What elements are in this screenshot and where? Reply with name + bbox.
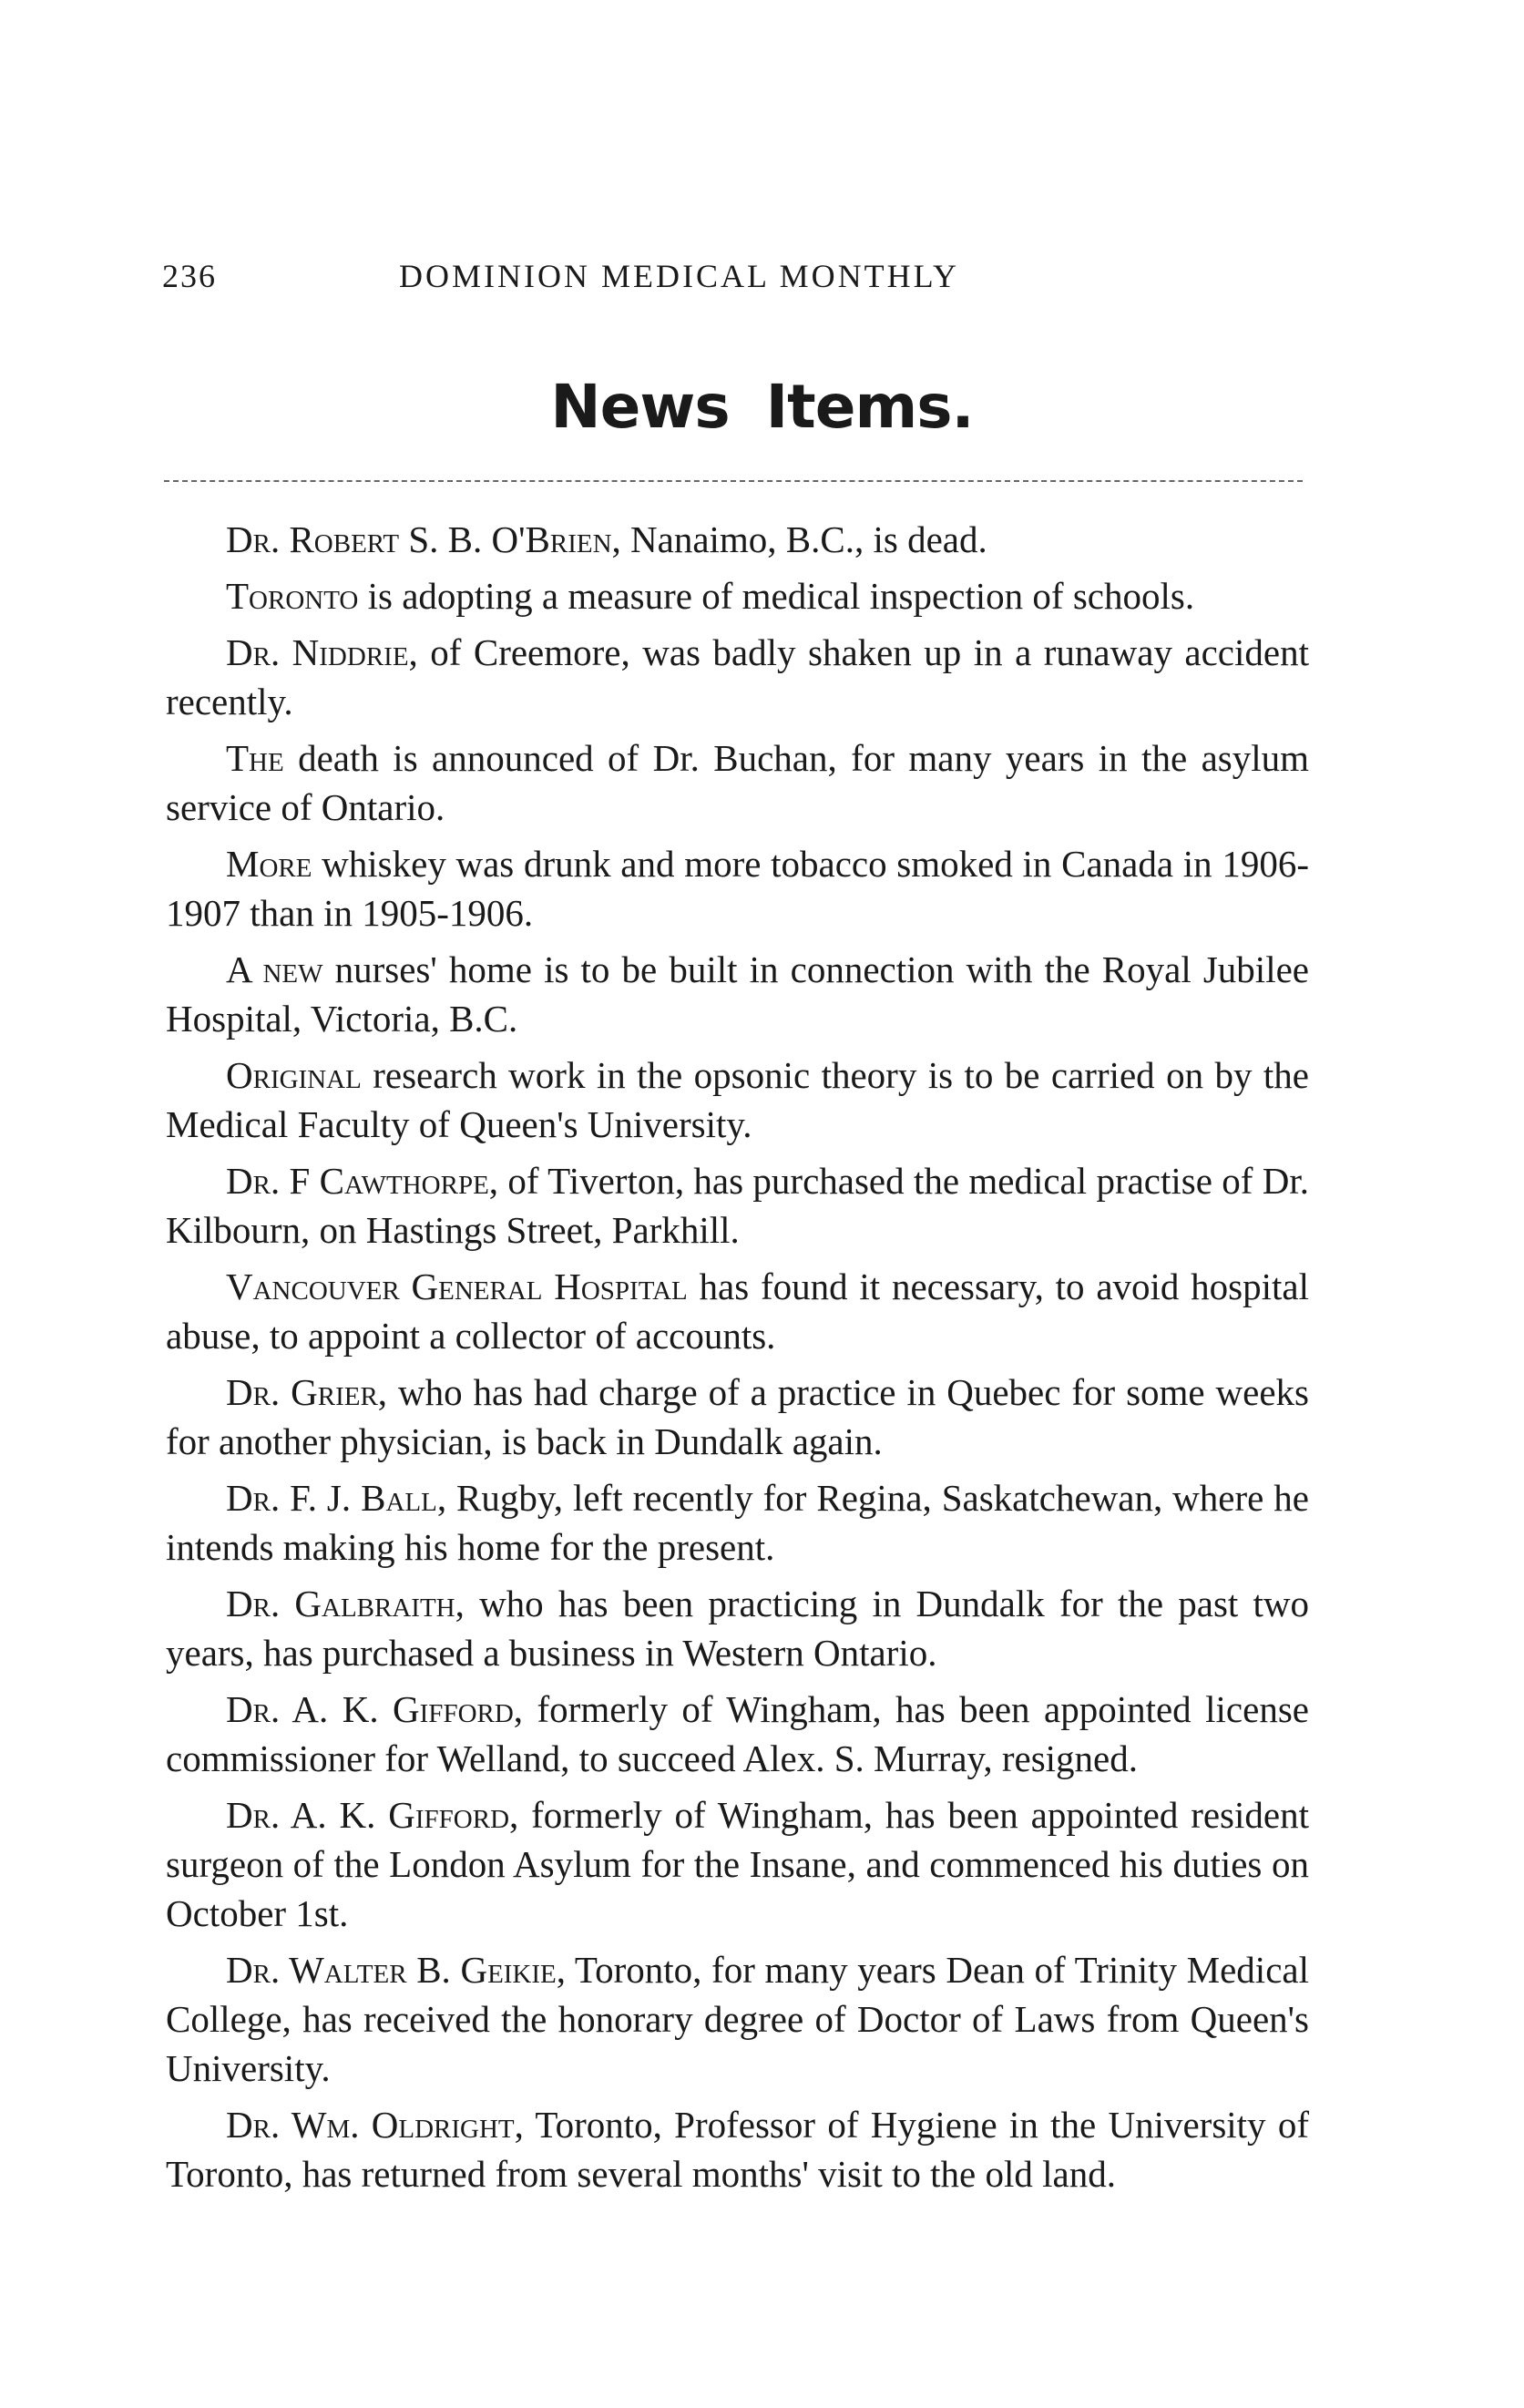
news-item [166,1685,1309,1783]
news-item-text: Toronto, for many years Dean of Trinity Medical College, has received the honorary degree of Doctor of Laws from Queen's University. [166,1949,1309,2089]
news-item [166,515,1309,564]
news-item [166,1473,1309,1572]
news-item-text: Nanaimo, B.C., is dead. [620,518,987,560]
news-item-text: who has had charge of a practice in Quebec for some weeks for another physician, is back in Dundalk again. [166,1371,1309,1462]
news-item-text: is adopting a measure of medical inspection of schools. [358,575,1195,617]
news-item-text: of Creemore, was badly shaken up in a runaway accident recently. [166,631,1309,722]
news-item-text: Toronto, Professor of Hygiene in the University of Toronto, has returned from several months' visit to the old land. [166,2104,1309,2195]
section-title: News Items. [550,372,974,442]
news-item-lead: Toronto [226,575,359,617]
news-item-text: Rugby, left recently for Regina, Saskatchewan, where he intends making his home for the present. [166,1477,1310,1568]
news-item-text: formerly of Wingham, has been appointed resident surgeon of the London Asylum for the Insane, and commenced his duties on October 1st. [166,1794,1309,1934]
news-item [166,1579,1309,1677]
news-item-lead: Original [226,1054,362,1096]
journal-title: DOMINION MEDICAL MONTHLY [399,258,960,294]
news-item-lead: Vancouver General Hospital [226,1265,688,1307]
news-item [166,2100,1309,2198]
news-item [166,571,1309,620]
news-item-lead: More [226,843,312,885]
news-item [166,1050,1309,1149]
news-item-lead: Dr. Wm. Oldright, [226,2104,524,2146]
news-item-text: who has been practicing in Dundalk for the past two years, has purchased a business in Western Ontario. [166,1583,1309,1674]
news-item [166,1156,1309,1255]
news-item-lead: The [226,737,284,779]
news-item-lead: Dr. F Cawthorpe, [226,1160,499,1202]
news-item-lead: Dr. Robert S. B. O'Brien, [226,518,621,560]
news-item [166,1368,1309,1466]
news-item-lead: Dr. Walter B. Geikie, [226,1949,567,1991]
news-item [166,945,1309,1043]
news-item [166,1790,1309,1938]
running-head [162,257,1073,302]
news-item-lead: Dr. Niddrie, [226,631,418,673]
news-item-text: whiskey was drunk and more tobacco smoked in Canada in 1906-1907 than in 1905-1906. [166,843,1309,934]
news-item-text: death is announced of Dr. Buchan, for many years in the asylum service of Ontario. [166,737,1309,828]
news-item-lead: Dr. Galbraith, [226,1583,465,1624]
news-item-text: formerly of Wingham, has been appointed license commissioner for Welland, to succeed Alex. S. Murray, resigned. [166,1688,1309,1779]
news-item [166,839,1309,938]
section-divider [164,480,1303,482]
news-item-lead: Dr. A. K. Gifford, [226,1688,524,1730]
news-item [166,628,1309,726]
news-item-text: research work in the opsonic theory is to be carried on by the Medical Faculty of Queen's University. [166,1054,1309,1145]
page-number: 236 [162,258,217,294]
news-item-lead: Dr. A. K. Gifford, [226,1794,519,1836]
news-items-list [166,515,1309,2206]
news-item [166,733,1309,832]
news-item-text: has found it necessary, to avoid hospital abuse, to appoint a collector of accounts. [166,1265,1309,1357]
news-item-text: nurses' home is to be built in connection with the Royal Jubilee Hospital, Victoria, B.C. [166,948,1309,1040]
news-item-text: of Tiverton, has purchased the medical practise of Dr. Kilbourn, on Hastings Street, Parkhill. [166,1160,1309,1251]
news-item-lead: Dr. F. J. Ball, [226,1477,447,1519]
news-item-lead: Dr. Grier, [226,1371,388,1413]
news-item [166,1262,1309,1360]
news-item [166,1945,1309,2093]
news-item-lead: A new [226,948,323,990]
